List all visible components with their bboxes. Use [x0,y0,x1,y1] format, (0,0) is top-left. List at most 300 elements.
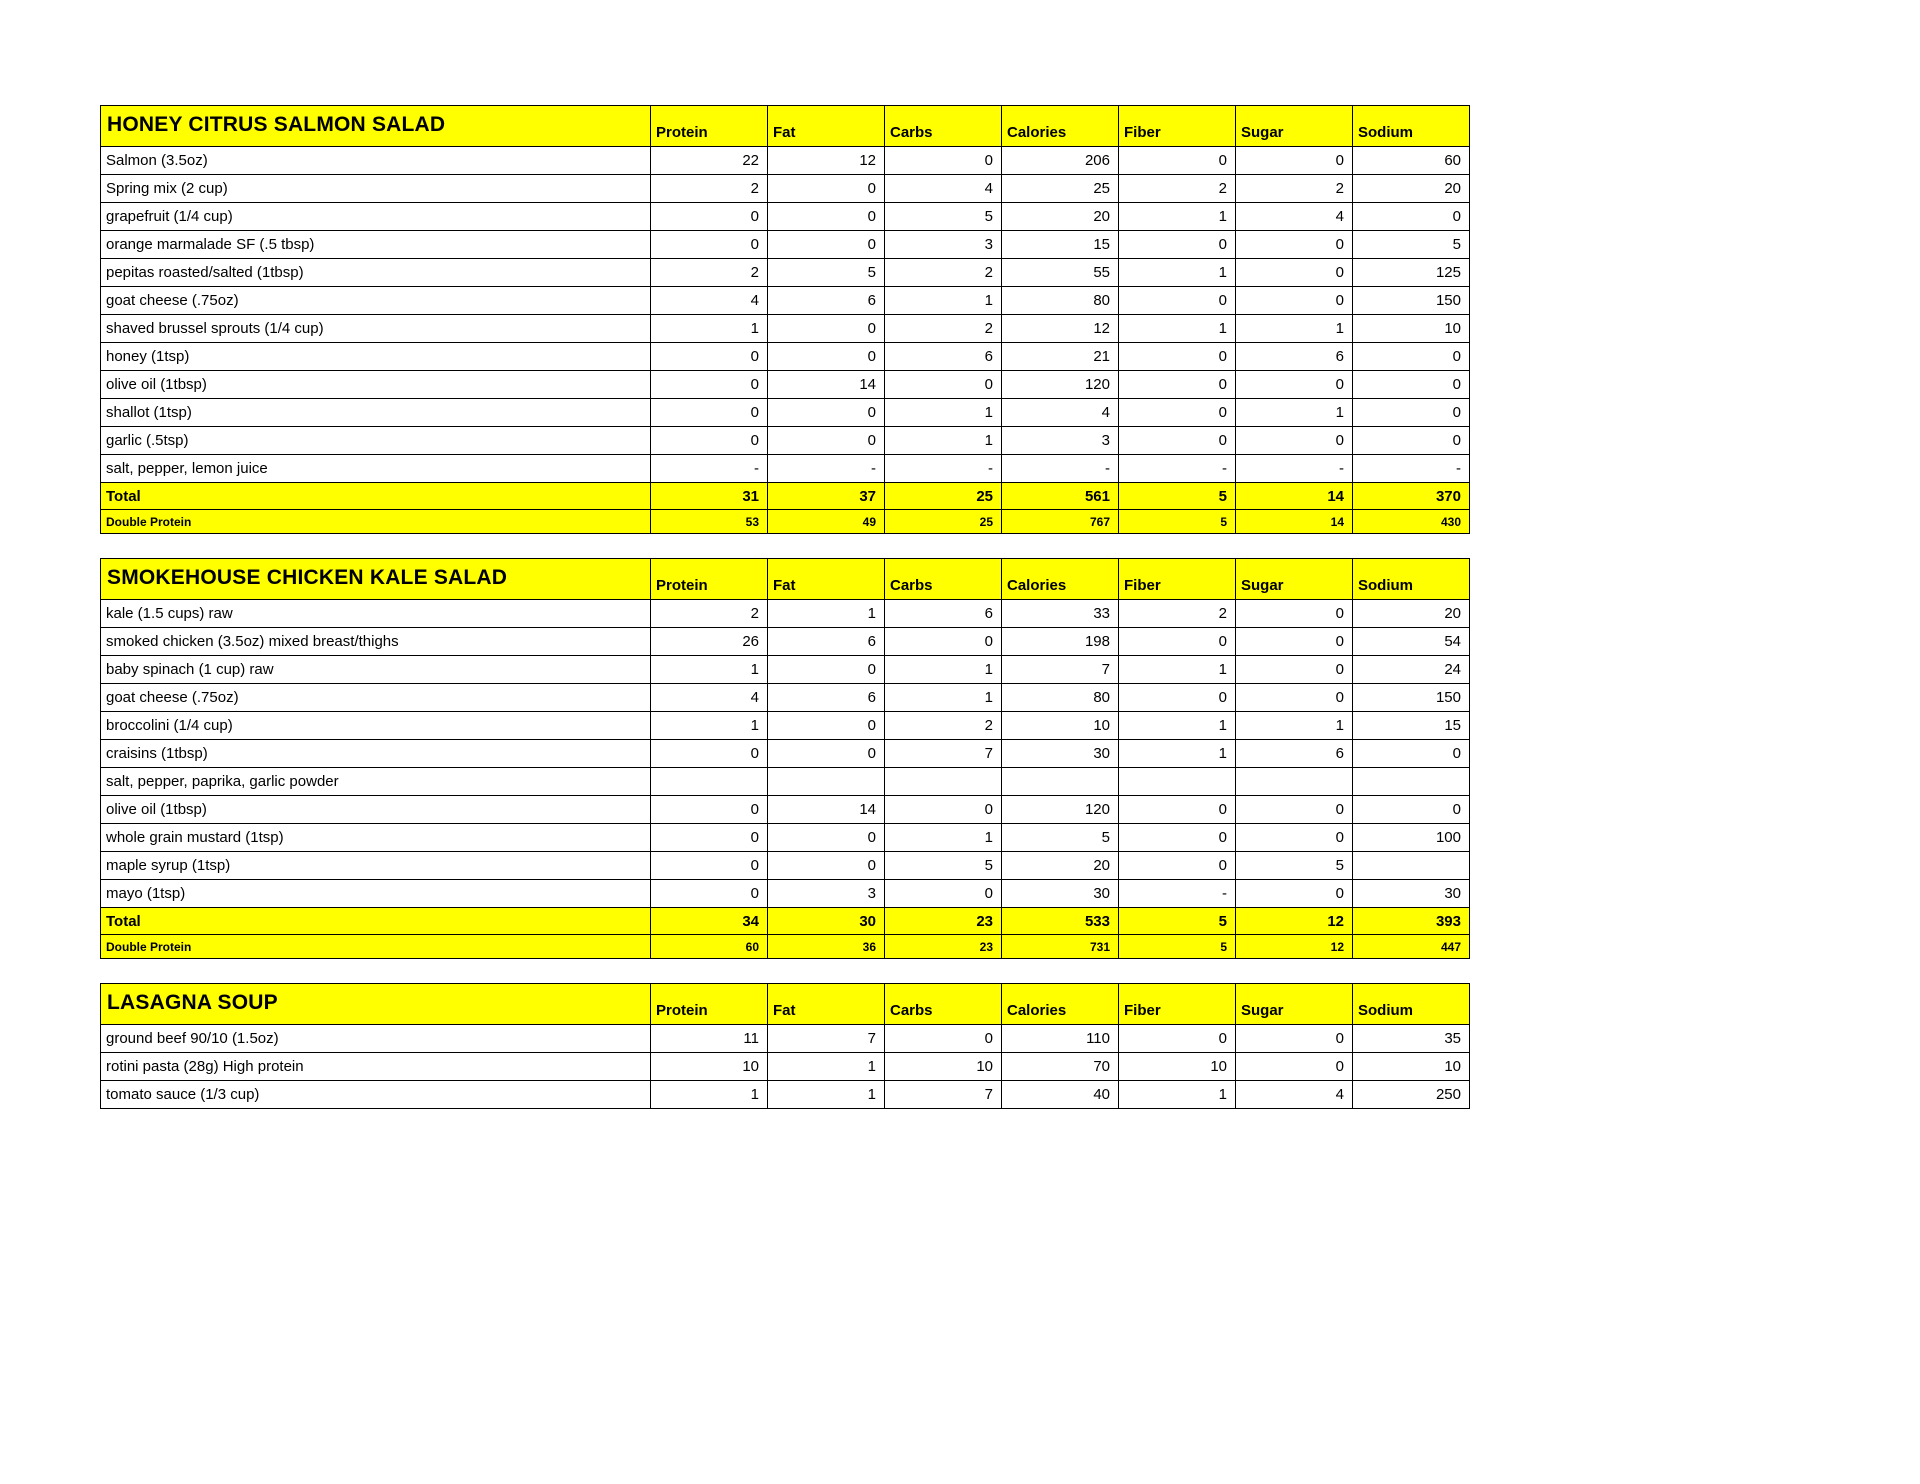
column-header-sodium: Sodium [1353,106,1470,147]
value-cell: 0 [885,628,1002,656]
value-cell: 11 [651,1025,768,1053]
ingredient-label: Spring mix (2 cup) [101,175,651,203]
ingredient-label: goat cheese (.75oz) [101,287,651,315]
value-cell: 0 [885,1025,1002,1053]
ingredient-row [101,259,1470,287]
value-cell: 2 [1119,600,1236,628]
value-cell: 1 [1119,712,1236,740]
value-cell: 0 [1119,147,1236,175]
value-cell: 250 [1353,1081,1470,1109]
value-cell: 10 [1002,712,1119,740]
value-cell: 0 [768,656,885,684]
value-cell [1002,768,1119,796]
double-protein-row-label: Double Protein [101,935,651,959]
ingredient-row [101,1081,1470,1109]
value-cell: 5 [1002,824,1119,852]
value-cell: 21 [1002,343,1119,371]
value-cell: 393 [1353,908,1470,935]
value-cell: 2 [885,712,1002,740]
value-cell: 0 [1353,371,1470,399]
value-cell: 22 [651,147,768,175]
value-cell: 60 [651,935,768,959]
ingredient-label: ground beef 90/10 (1.5oz) [101,1025,651,1053]
column-header-fat: Fat [768,984,885,1025]
ingredient-label: honey (1tsp) [101,343,651,371]
value-cell: - [1119,455,1236,483]
table-header-row [101,106,1470,147]
value-cell: 3 [1002,427,1119,455]
value-cell: 0 [768,740,885,768]
value-cell: 10 [1119,1053,1236,1081]
column-header-sodium: Sodium [1353,559,1470,600]
value-cell: 1 [885,824,1002,852]
value-cell: 1 [651,656,768,684]
value-cell: 0 [885,147,1002,175]
value-cell: 0 [651,880,768,908]
value-cell: 3 [885,231,1002,259]
value-cell: 36 [768,935,885,959]
value-cell: 2 [885,315,1002,343]
value-cell [1353,852,1470,880]
value-cell: 0 [1119,287,1236,315]
value-cell: 30 [1002,740,1119,768]
value-cell: 0 [1353,427,1470,455]
ingredient-row [101,796,1470,824]
value-cell: 1 [651,712,768,740]
value-cell: - [885,455,1002,483]
column-header-sugar: Sugar [1236,559,1353,600]
column-header-sodium: Sodium [1353,984,1470,1025]
value-cell: 0 [1236,259,1353,287]
ingredient-row [101,600,1470,628]
value-cell: 1 [1236,712,1353,740]
value-cell: 4 [651,287,768,315]
value-cell: 731 [1002,935,1119,959]
value-cell: 1 [1236,399,1353,427]
ingredient-row [101,175,1470,203]
value-cell: 80 [1002,287,1119,315]
value-cell: 6 [885,343,1002,371]
ingredient-label: shallot (1tsp) [101,399,651,427]
value-cell: 7 [1002,656,1119,684]
value-cell: 0 [651,427,768,455]
column-header-carbs: Carbs [885,106,1002,147]
value-cell: 0 [1236,628,1353,656]
value-cell: 0 [1353,343,1470,371]
column-header-protein: Protein [651,106,768,147]
table-title: SMOKEHOUSE CHICKEN KALE SALAD [101,559,651,600]
value-cell: 14 [768,371,885,399]
value-cell: 0 [1119,399,1236,427]
ingredient-row [101,343,1470,371]
table-header-row [101,559,1470,600]
value-cell: 53 [651,510,768,534]
value-cell: 533 [1002,908,1119,935]
value-cell: 0 [1119,427,1236,455]
value-cell: 5 [1119,935,1236,959]
value-cell: 25 [885,510,1002,534]
value-cell: 6 [768,684,885,712]
ingredient-label: olive oil (1tbsp) [101,796,651,824]
value-cell: 0 [1236,147,1353,175]
value-cell [1119,768,1236,796]
column-header-fiber: Fiber [1119,106,1236,147]
ingredient-label: kale (1.5 cups) raw [101,600,651,628]
ingredient-label: broccolini (1/4 cup) [101,712,651,740]
ingredient-label: goat cheese (.75oz) [101,684,651,712]
ingredient-row [101,315,1470,343]
value-cell: 31 [651,483,768,510]
ingredient-row [101,852,1470,880]
value-cell: 0 [768,175,885,203]
value-cell: 0 [1236,427,1353,455]
ingredient-label: orange marmalade SF (.5 tbsp) [101,231,651,259]
ingredient-row [101,399,1470,427]
value-cell: 12 [1236,935,1353,959]
value-cell: 14 [768,796,885,824]
value-cell: 2 [1236,175,1353,203]
value-cell: 4 [1236,203,1353,231]
value-cell: 23 [885,935,1002,959]
value-cell: 5 [885,203,1002,231]
value-cell: 0 [1236,1053,1353,1081]
double-protein-row-label: Double Protein [101,510,651,534]
value-cell: 25 [885,483,1002,510]
value-cell [768,768,885,796]
ingredient-row [101,287,1470,315]
value-cell: 0 [1236,231,1353,259]
value-cell: 0 [768,315,885,343]
value-cell: 1 [768,1081,885,1109]
ingredient-label: tomato sauce (1/3 cup) [101,1081,651,1109]
ingredient-row [101,147,1470,175]
value-cell: 20 [1002,203,1119,231]
value-cell: 15 [1353,712,1470,740]
value-cell: 430 [1353,510,1470,534]
value-cell: 1 [768,1053,885,1081]
ingredient-label: salt, pepper, paprika, garlic powder [101,768,651,796]
column-header-calories: Calories [1002,106,1119,147]
value-cell: 0 [1353,796,1470,824]
value-cell: 23 [885,908,1002,935]
total-row-label: Total [101,483,651,510]
value-cell: 7 [885,740,1002,768]
value-cell: 0 [1353,399,1470,427]
ingredient-label: rotini pasta (28g) High protein [101,1053,651,1081]
value-cell: 0 [768,203,885,231]
value-cell: 125 [1353,259,1470,287]
value-cell: 0 [1236,371,1353,399]
value-cell: 14 [1236,483,1353,510]
ingredient-label: shaved brussel sprouts (1/4 cup) [101,315,651,343]
ingredient-row [101,684,1470,712]
ingredient-row [101,628,1470,656]
value-cell: 1 [1119,1081,1236,1109]
column-header-fat: Fat [768,106,885,147]
ingredient-label: maple syrup (1tsp) [101,852,651,880]
value-cell: 3 [768,880,885,908]
value-cell: 0 [1119,343,1236,371]
value-cell: 0 [768,399,885,427]
value-cell: 100 [1353,824,1470,852]
value-cell: 1 [885,287,1002,315]
value-cell: 49 [768,510,885,534]
value-cell: 5 [768,259,885,287]
value-cell: 35 [1353,1025,1470,1053]
value-cell: 20 [1353,175,1470,203]
ingredient-label: smoked chicken (3.5oz) mixed breast/thighs [101,628,651,656]
value-cell: 561 [1002,483,1119,510]
ingredient-row [101,824,1470,852]
value-cell: 0 [1119,796,1236,824]
double-protein-row [101,935,1470,959]
value-cell: 1 [1119,740,1236,768]
value-cell: 5 [1119,908,1236,935]
value-cell: 5 [1353,231,1470,259]
value-cell: 4 [1002,399,1119,427]
value-cell: 10 [885,1053,1002,1081]
value-cell: 10 [1353,315,1470,343]
value-cell: 0 [1236,656,1353,684]
value-cell: 206 [1002,147,1119,175]
value-cell: 2 [885,259,1002,287]
value-cell: 0 [768,427,885,455]
value-cell: 80 [1002,684,1119,712]
nutrition-table [100,983,1470,1109]
column-header-calories: Calories [1002,559,1119,600]
value-cell: - [768,455,885,483]
value-cell: - [1119,880,1236,908]
value-cell: 12 [768,147,885,175]
table-header-row [101,984,1470,1025]
nutrition-table [100,558,1470,959]
value-cell: 0 [651,203,768,231]
value-cell: 33 [1002,600,1119,628]
value-cell: 0 [651,399,768,427]
value-cell: 6 [768,628,885,656]
value-cell: 40 [1002,1081,1119,1109]
value-cell: 0 [1353,203,1470,231]
value-cell: 767 [1002,510,1119,534]
value-cell: - [1353,455,1470,483]
value-cell: 30 [1002,880,1119,908]
value-cell: 1 [651,315,768,343]
total-row [101,483,1470,510]
value-cell: 15 [1002,231,1119,259]
ingredient-label: whole grain mustard (1tsp) [101,824,651,852]
ingredient-label: pepitas roasted/salted (1tbsp) [101,259,651,287]
value-cell: 0 [1353,740,1470,768]
value-cell: 1 [885,427,1002,455]
value-cell: 1 [885,684,1002,712]
value-cell: 10 [651,1053,768,1081]
ingredient-label: mayo (1tsp) [101,880,651,908]
column-header-sugar: Sugar [1236,106,1353,147]
value-cell: 7 [768,1025,885,1053]
value-cell: 0 [1119,852,1236,880]
value-cell: 1 [1119,259,1236,287]
ingredient-label: olive oil (1tbsp) [101,371,651,399]
value-cell: 2 [651,175,768,203]
value-cell: 6 [885,600,1002,628]
value-cell: 0 [1236,287,1353,315]
value-cell: 54 [1353,628,1470,656]
value-cell: 0 [1119,824,1236,852]
ingredient-row [101,1053,1470,1081]
value-cell: 5 [1119,483,1236,510]
value-cell: 1 [1236,315,1353,343]
ingredient-row [101,231,1470,259]
ingredient-row [101,740,1470,768]
total-row-label: Total [101,908,651,935]
ingredient-label: craisins (1tbsp) [101,740,651,768]
value-cell: 60 [1353,147,1470,175]
value-cell: 4 [885,175,1002,203]
value-cell: 0 [885,371,1002,399]
value-cell: 150 [1353,684,1470,712]
value-cell: 6 [768,287,885,315]
value-cell: 1 [768,600,885,628]
value-cell: - [1236,455,1353,483]
ingredient-row [101,371,1470,399]
value-cell: 0 [651,852,768,880]
value-cell: 1 [1119,203,1236,231]
value-cell: 0 [1236,880,1353,908]
value-cell: 12 [1236,908,1353,935]
double-protein-row [101,510,1470,534]
value-cell: 120 [1002,796,1119,824]
value-cell: 14 [1236,510,1353,534]
ingredient-label: baby spinach (1 cup) raw [101,656,651,684]
value-cell: 10 [1353,1053,1470,1081]
ingredient-row [101,203,1470,231]
column-header-fat: Fat [768,559,885,600]
ingredient-row [101,656,1470,684]
ingredient-row [101,880,1470,908]
value-cell: 34 [651,908,768,935]
value-cell: 0 [1236,684,1353,712]
value-cell [885,768,1002,796]
value-cell: 0 [885,796,1002,824]
value-cell: 0 [768,824,885,852]
ingredient-label: garlic (.5tsp) [101,427,651,455]
nutrition-table [100,105,1470,534]
value-cell: 0 [768,231,885,259]
value-cell: - [651,455,768,483]
value-cell: 150 [1353,287,1470,315]
value-cell: 0 [768,343,885,371]
value-cell: 0 [1236,824,1353,852]
value-cell: 0 [885,880,1002,908]
value-cell [1353,768,1470,796]
ingredient-row [101,1025,1470,1053]
value-cell: 70 [1002,1053,1119,1081]
column-header-calories: Calories [1002,984,1119,1025]
column-header-carbs: Carbs [885,984,1002,1025]
value-cell: 4 [1236,1081,1353,1109]
value-cell: 5 [1119,510,1236,534]
value-cell [651,768,768,796]
value-cell: 20 [1002,852,1119,880]
value-cell: 0 [651,343,768,371]
column-header-protein: Protein [651,984,768,1025]
value-cell: 2 [651,259,768,287]
ingredient-row [101,427,1470,455]
value-cell: 0 [1119,684,1236,712]
value-cell: 6 [1236,740,1353,768]
value-cell: 2 [1119,175,1236,203]
value-cell: 30 [768,908,885,935]
value-cell: 0 [1119,628,1236,656]
value-cell: - [1002,455,1119,483]
table-title: HONEY CITRUS SALMON SALAD [101,106,651,147]
value-cell: 1 [651,1081,768,1109]
table-title: LASAGNA SOUP [101,984,651,1025]
value-cell: 447 [1353,935,1470,959]
column-header-protein: Protein [651,559,768,600]
column-header-fiber: Fiber [1119,984,1236,1025]
value-cell: 120 [1002,371,1119,399]
value-cell: 4 [651,684,768,712]
value-cell: 7 [885,1081,1002,1109]
ingredient-label: grapefruit (1/4 cup) [101,203,651,231]
value-cell: 12 [1002,315,1119,343]
value-cell: 2 [651,600,768,628]
value-cell: 1 [885,656,1002,684]
value-cell: 0 [768,852,885,880]
value-cell: 0 [1119,231,1236,259]
ingredient-row [101,768,1470,796]
value-cell: 198 [1002,628,1119,656]
value-cell: 0 [1236,796,1353,824]
ingredient-row [101,455,1470,483]
value-cell: 0 [1236,1025,1353,1053]
ingredient-row [101,712,1470,740]
value-cell: 24 [1353,656,1470,684]
value-cell: 0 [1119,1025,1236,1053]
column-header-fiber: Fiber [1119,559,1236,600]
value-cell: 0 [651,740,768,768]
value-cell: 5 [1236,852,1353,880]
value-cell: 0 [1119,371,1236,399]
value-cell: 370 [1353,483,1470,510]
value-cell: 20 [1353,600,1470,628]
value-cell: 5 [885,852,1002,880]
ingredient-label: salt, pepper, lemon juice [101,455,651,483]
value-cell: 1 [1119,656,1236,684]
total-row [101,908,1470,935]
value-cell: 1 [1119,315,1236,343]
value-cell: 0 [651,824,768,852]
value-cell: 0 [651,796,768,824]
column-header-carbs: Carbs [885,559,1002,600]
value-cell: 0 [651,371,768,399]
tables-container [100,105,1920,1109]
value-cell: 6 [1236,343,1353,371]
value-cell: 26 [651,628,768,656]
value-cell: 0 [651,231,768,259]
column-header-sugar: Sugar [1236,984,1353,1025]
value-cell: 37 [768,483,885,510]
value-cell: 55 [1002,259,1119,287]
value-cell [1236,768,1353,796]
value-cell: 0 [1236,600,1353,628]
ingredient-label: Salmon (3.5oz) [101,147,651,175]
value-cell: 0 [768,712,885,740]
value-cell: 110 [1002,1025,1119,1053]
value-cell: 25 [1002,175,1119,203]
value-cell: 30 [1353,880,1470,908]
